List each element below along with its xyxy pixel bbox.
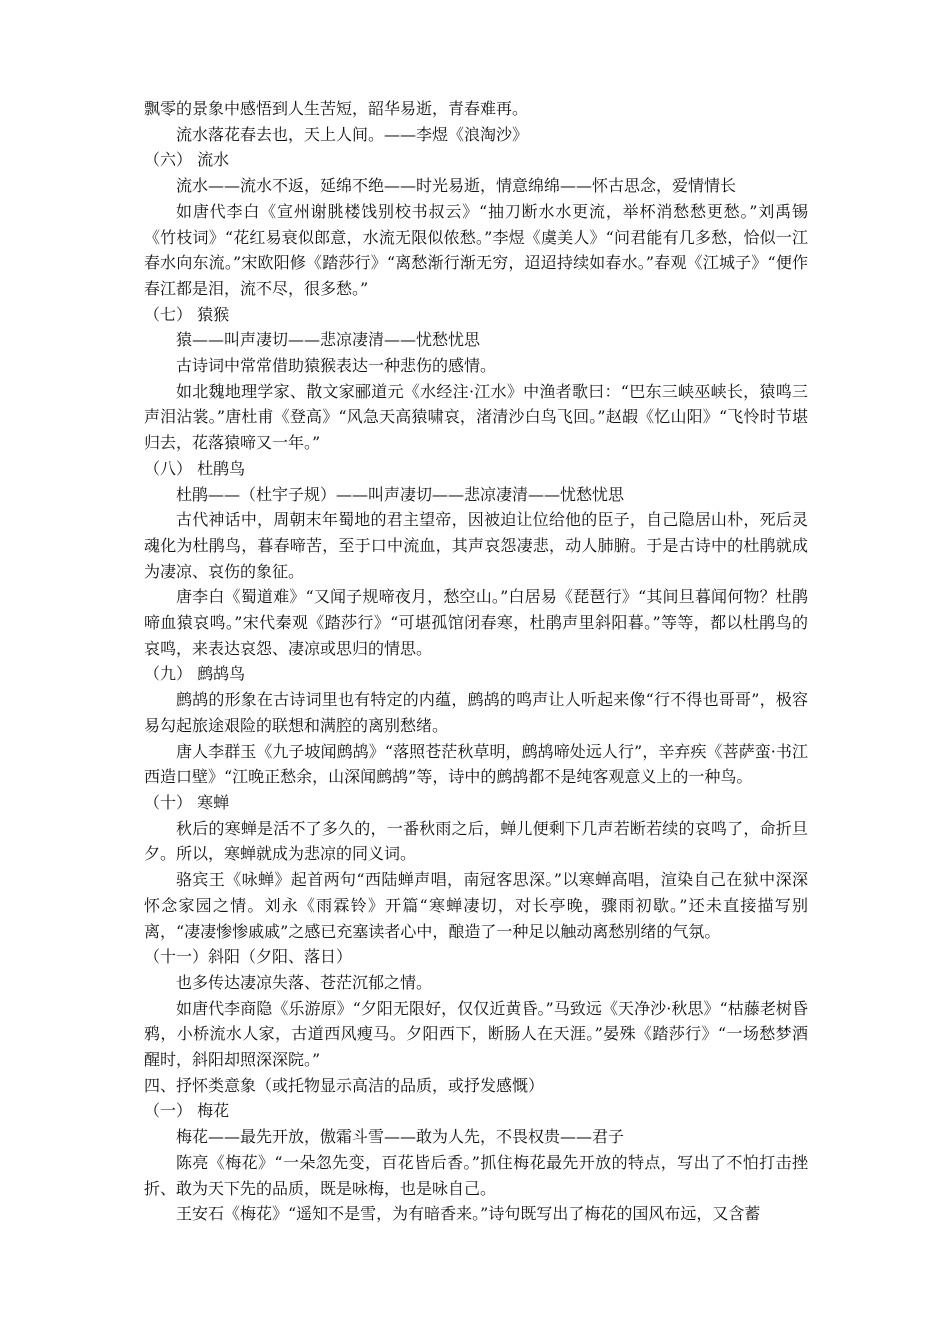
paragraph: 古诗词中常常借助猿猴表达一种悲伤的感情。 bbox=[176, 356, 497, 376]
section-heading: （九） 鹧鸪鸟 bbox=[144, 664, 246, 684]
paragraph: 流水落花春去也，天上人间。——李煜《浪淘沙》 bbox=[176, 124, 529, 144]
paragraph: 唐李白《蜀道难》“又闻子规啼夜月，愁空山。”白居易《琵琶行》“其间旦暮闻何物？杜鹃啼血猿哀鸣。”宋代秦观《踏莎行》“可堪孤馆闭春寒，杜鹃声里斜阳暮。”等等，都以杜鹃鸟的哀鸣，来表达哀怨、凄凉或思归的情思。 bbox=[144, 587, 808, 658]
section-heading: （七） 猿猴 bbox=[144, 304, 230, 324]
section-heading: （一） 梅花 bbox=[144, 1101, 230, 1121]
paragraph: 猿——叫声凄切——悲凉凄清——忧愁忧思 bbox=[176, 330, 481, 350]
paragraph: 王安石《梅花》“遥知不是雪，为有暗香来。”诗句既写出了梅花的国风布远，又含蓄 bbox=[176, 1204, 761, 1224]
paragraph: 古代神话中，周朝末年蜀地的君主望帝，因被迫让位给他的臣子，自己隐居山朴，死后灵魂化为杜鹃鸟，暮春啼苦，至于口中流血，其声哀怨凄悲，动人肺腑。于是古诗中的杜鹃就成为凄凉、哀伤的象征。 bbox=[144, 510, 808, 581]
paragraph: 流水——流水不返，延绵不绝——时光易逝，情意绵绵——怀古思念，爱情情长 bbox=[176, 176, 737, 196]
paragraph: 如唐代李商隐《乐游原》“夕阳无限好，仅仅近黄昏。”马致远《天净沙·秋思》“枯藤老树昏鸦，小桥流水人家，古道西风瘦马。夕阳西下，断肠人在天涯。”晏殊《踏莎行》“一场愁梦酒醒时，斜阳却照深深院。” bbox=[144, 998, 808, 1070]
section-heading: （十一）斜阳（夕阳、落日） bbox=[144, 947, 353, 967]
paragraph: 如北魏地理学家、散文家郦道元《水经注·江水》中渔者歌曰：“巴东三峡巫峡长，猿鸣三声泪沾裳。”唐杜甫《登高》“风急天高猿啸哀，渚清沙白鸟飞回。”赵嘏《忆山阳》“飞怜时节堪归去，花落猿啼又一年。” bbox=[144, 381, 808, 453]
document-page bbox=[144, 96, 808, 1227]
section-heading: （八） 杜鹃鸟 bbox=[144, 458, 246, 478]
paragraph: 秋后的寒蝉是活不了多久的，一番秋雨之后，蝉儿便剩下几声若断若续的哀鸣了，命折旦夕。所以，寒蝉就成为悲凉的同义词。 bbox=[144, 818, 808, 864]
paragraph: 如唐代李白《宣州谢朓楼饯别校书叔云》“抽刀断水水更流，举杯消愁愁更愁。”刘禹锡《竹枝词》“花红易衰似郎意，水流无限似侬愁。”李煜《虞美人》“问君能有几多愁，恰似一江春水向东流。”宋欧阳修《踏莎行》“离愁渐行渐无穷，迢迢持续如春水。”春观《江城子》“便作春江都是泪，流不尽，很多愁。” bbox=[144, 201, 808, 298]
paragraph: 也多传达凄凉失落、苍茫沉郁之情。 bbox=[176, 972, 433, 992]
paragraph: 杜鹃——（杜宇子规）——叫声凄切——悲凉凄清——忧愁忧思 bbox=[176, 484, 625, 504]
paragraph: 四、抒怀类意象（或托物显示高洁的品质，或抒发感慨） bbox=[144, 1075, 545, 1095]
paragraph: 飘零的景象中感悟到人生苦短，韶华易逝，青春难再。 bbox=[144, 99, 529, 118]
paragraph: 骆宾王《咏蝉》起首两句“西陆蝉声唱，南冠客思深。”以寒蝉高唱，渲染自己在狱中深深怀念家园之情。刘永《雨霖铃》开篇“寒蝉凄切，对长亭晚，骤雨初歇。”还未直接描写别离，“凄凄惨惨戚戚”之感已充塞读者心中，酿造了一种足以触动离愁别绪的气氛。 bbox=[144, 870, 808, 941]
paragraph: 鹧鸪的形象在古诗词里也有特定的内蕴，鹧鸪的鸣声让人听起来像“行不得也哥哥”，极容易勾起旅途艰险的联想和满腔的离别愁绪。 bbox=[144, 690, 808, 735]
paragraph: 陈亮《梅花》“一朵忽先变，百花皆后香。”抓住梅花最先开放的特点，写出了不怕打击挫折、敢为天下先的品质，既是咏梅，也是咏自己。 bbox=[144, 1152, 808, 1198]
section-heading: （六） 流水 bbox=[144, 150, 230, 170]
paragraph: 梅花——最先开放，傲霜斗雪——敢为人先，不畏权贵——君子 bbox=[176, 1127, 625, 1147]
section-heading: （十） 寒蝉 bbox=[144, 792, 230, 812]
paragraph: 唐人李群玉《九子坡闻鹧鸪》“落照苍茫秋草明，鹧鸪啼处远人行”，辛弃疾《菩萨蛮·书江西造口壁》“江晚正愁余，山深闻鹧鸪”等，诗中的鹧鸪都不是纯客观意义上的一种鸟。 bbox=[144, 741, 808, 787]
